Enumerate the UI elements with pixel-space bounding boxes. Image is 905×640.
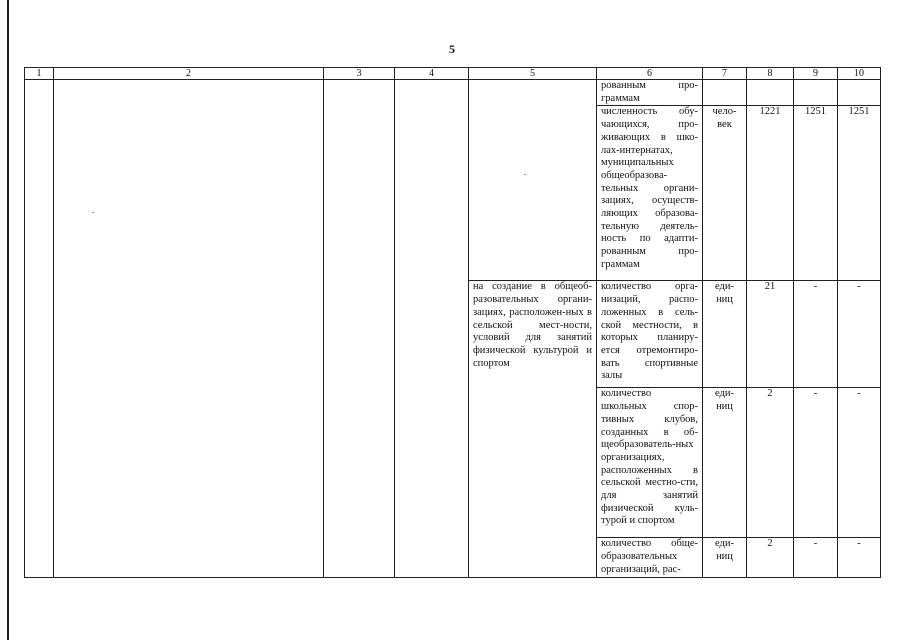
unit-cell: еди-ниц [703,281,747,388]
scan-speck [92,212,94,213]
unit-cell: чело-век [703,106,747,281]
value-cell: 1251 [794,106,838,281]
table-cell [324,80,395,578]
page-margin-line [7,0,9,640]
column-header: 10 [838,68,881,80]
column-header: 1 [25,68,54,80]
table-cell [54,80,324,578]
direction-cell: на создание в общеоб-разовательных органи-зациях, расположен-ных в сельской мест-ности, условий для занятий физической культурой и спортом [469,281,597,577]
column-header: 8 [747,68,794,80]
header-row [25,68,881,80]
value-cell: 2 [747,388,794,538]
table-cell [469,80,597,281]
value-cell: - [794,538,838,577]
value-cell: - [838,538,881,577]
column-header: 9 [794,68,838,80]
indicator-cell: количество школьных спор-тивных клубов, созданных в об-щеобразователь-ных организациях, расположенных в сельской местно-сти, для занятий физической куль-турой и спортом [597,388,703,538]
page-number: 5 [449,42,455,56]
value-cell: 21 [747,281,794,388]
indicator-cell: численность обу-чающихся, про-живающих в шко-лах-интернатах, муниципальных общеобразова-тельных органи-зациях, осуществ-ляющих образова-тельную деятель-ность по адапти-рованным про-граммам [597,106,703,281]
column-header: 2 [54,68,324,80]
table-cell [25,80,54,578]
unit-cell: еди-ниц [703,388,747,538]
indicator-cell: рованным про-граммам [597,80,703,106]
scan-speck [524,174,526,175]
value-cell: 1221 [747,106,794,281]
indicator-cell: количество орга-низаций, распо-ложенных в сель-ской местности, в которых планиру-ется отремонтиро-вать спортивные залы [597,281,703,388]
value-cell [747,80,794,106]
value-cell [838,80,881,106]
unit-cell: еди-ниц [703,538,747,577]
column-header: 6 [597,68,703,80]
value-cell: 1251 [838,106,881,281]
table-row [25,80,881,106]
value-cell: - [838,388,881,538]
value-cell: - [838,281,881,388]
indicator-cell: количество обще-образовательных организаций, рас- [597,538,703,577]
data-table [24,67,881,578]
value-cell: - [794,388,838,538]
column-header: 5 [469,68,597,80]
value-cell: - [794,281,838,388]
value-cell [794,80,838,106]
column-header: 4 [395,68,469,80]
unit-cell [703,80,747,106]
value-cell: 2 [747,538,794,577]
table-cell [395,80,469,578]
column-header: 3 [324,68,395,80]
column-header: 7 [703,68,747,80]
